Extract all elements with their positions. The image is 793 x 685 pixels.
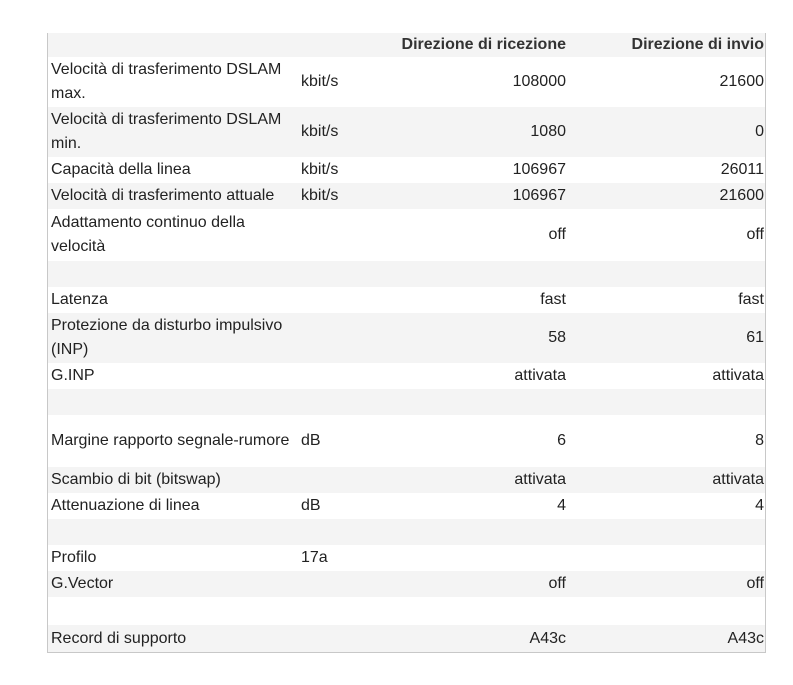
row-unit: kbit/s xyxy=(301,73,339,90)
table-row xyxy=(48,493,765,519)
row-unit: kbit/s xyxy=(301,123,339,140)
header-unit-column xyxy=(301,33,361,57)
row-label: Adattamento continuo della velocità xyxy=(51,214,245,255)
row-upstream-value: 0 xyxy=(755,123,764,140)
row-upstream-value: 21600 xyxy=(719,73,764,90)
table-row xyxy=(48,545,765,571)
row-upstream-value: 4 xyxy=(755,497,764,514)
row-label: Protezione da disturbo impulsivo (INP) xyxy=(51,317,283,358)
row-unit: kbit/s xyxy=(301,187,339,204)
row-downstream-value: off xyxy=(548,226,566,243)
spacer-row xyxy=(48,389,765,415)
header-label-column xyxy=(51,33,299,57)
row-downstream-value: 1080 xyxy=(530,123,566,140)
row-upstream-value: off xyxy=(746,226,764,243)
table-header xyxy=(48,33,765,57)
row-downstream-value: 106967 xyxy=(512,187,566,204)
row-label: Velocità di trasferimento DSLAM max. xyxy=(51,61,282,102)
row-upstream-value: 26011 xyxy=(720,161,764,178)
table-row xyxy=(48,363,765,389)
row-downstream-value: A43c xyxy=(529,629,566,647)
row-label: Record di supporto xyxy=(51,629,187,647)
row-label: G.Vector xyxy=(51,575,114,592)
table-row xyxy=(48,571,765,597)
spacer-row xyxy=(48,519,765,545)
table-row xyxy=(48,209,765,261)
spacer-row xyxy=(48,597,765,625)
row-unit: dB xyxy=(301,432,321,449)
row-upstream-value: 61 xyxy=(746,329,764,346)
row-upstream-value: fast xyxy=(738,291,764,308)
table-row xyxy=(48,313,765,363)
row-upstream-value: off xyxy=(746,575,764,592)
row-label xyxy=(51,597,299,625)
row-label: Latenza xyxy=(51,291,108,308)
row-downstream-value xyxy=(368,545,566,571)
table-row xyxy=(48,287,765,313)
row-unit xyxy=(301,209,361,261)
row-downstream-value: 4 xyxy=(557,497,566,514)
row-unit: 17a xyxy=(301,549,328,566)
header-downstream: Direzione di ricezione xyxy=(401,36,566,53)
row-upstream-value: 8 xyxy=(755,432,764,449)
row-downstream-value: 6 xyxy=(557,432,566,449)
row-downstream-value: attivata xyxy=(514,471,566,488)
row-downstream-value: fast xyxy=(540,291,566,308)
row-downstream-value: 108000 xyxy=(512,73,566,90)
header-upstream: Direzione di invio xyxy=(631,36,764,53)
row-downstream-value: 106967 xyxy=(512,161,566,178)
row-unit xyxy=(301,571,361,597)
row-downstream-value: attivata xyxy=(514,367,566,384)
row-upstream-value: A43c xyxy=(727,629,764,647)
row-downstream-value: 58 xyxy=(548,329,566,346)
row-label xyxy=(51,519,299,545)
table-row xyxy=(48,57,765,107)
row-label: Profilo xyxy=(51,549,97,566)
table-row xyxy=(48,107,765,157)
row-label: Velocità di trasferimento attuale xyxy=(51,187,275,204)
row-label: Scambio di bit (bitswap) xyxy=(51,471,221,488)
row-upstream-value xyxy=(568,545,764,571)
table-row xyxy=(48,625,765,652)
row-upstream-value: 21600 xyxy=(719,187,764,204)
row-label: G.INP xyxy=(51,367,95,384)
row-unit: dB xyxy=(301,497,321,514)
row-unit: kbit/s xyxy=(301,161,339,178)
spacer-row xyxy=(48,261,765,287)
table-row xyxy=(48,415,765,467)
row-label: Capacità della linea xyxy=(51,161,191,178)
row-upstream-value: attivata xyxy=(712,471,764,488)
row-unit xyxy=(301,313,361,363)
table-row xyxy=(48,183,765,209)
row-label: Velocità di trasferimento DSLAM min. xyxy=(51,111,282,152)
row-unit xyxy=(301,287,361,313)
table-row xyxy=(48,467,765,493)
row-label xyxy=(51,261,299,287)
row-unit xyxy=(301,625,361,652)
row-unit xyxy=(301,467,361,493)
row-upstream-value: attivata xyxy=(712,367,764,384)
row-label: Margine rapporto segnale-rumore xyxy=(51,432,290,449)
row-downstream-value: off xyxy=(548,575,566,592)
row-label: Attenuazione di linea xyxy=(51,497,200,514)
dsl-info-table xyxy=(47,33,766,653)
table-row xyxy=(48,157,765,183)
row-label xyxy=(51,389,299,415)
row-unit xyxy=(301,363,361,389)
